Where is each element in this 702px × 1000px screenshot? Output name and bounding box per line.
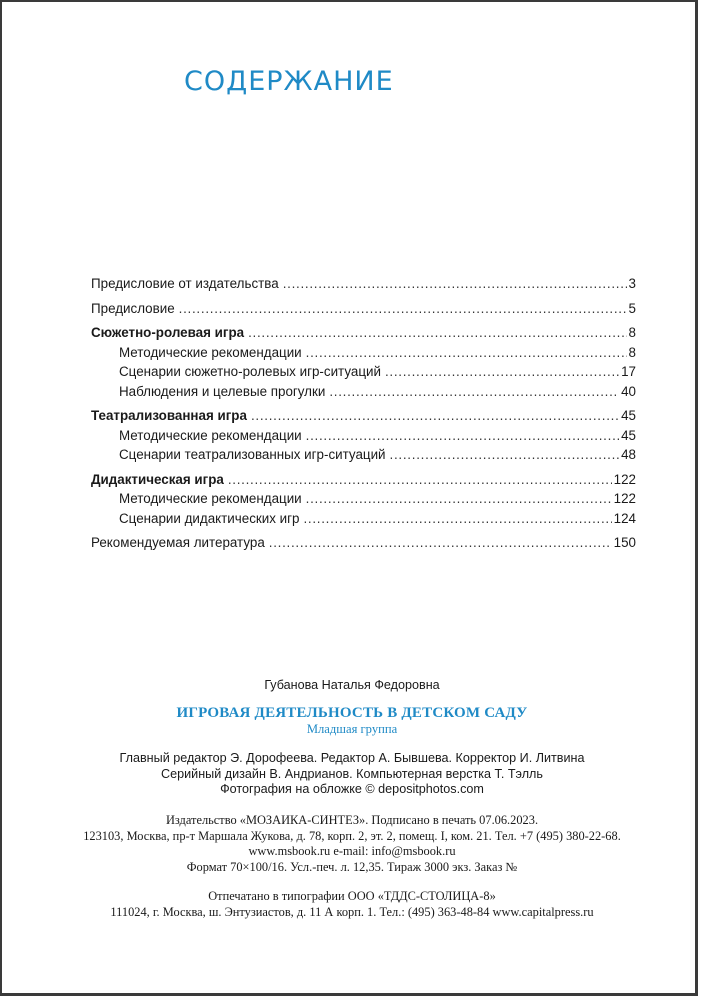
staff-line: Главный редактор Э. Дорофеева. Редактор А. Бывшева. Корректор И. Литвина: [119, 751, 585, 766]
printer-info: [62, 889, 642, 920]
toc-entry-title: Методические рекомендации: [119, 427, 302, 443]
toc-entry-title: Дидактическая игра: [91, 471, 224, 487]
toc-entry-page: 8: [628, 325, 636, 340]
toc-subentry: [91, 489, 636, 509]
toc-entry-page: 48: [621, 447, 636, 462]
toc-leader-dots: [390, 445, 620, 465]
toc-entry-title: Методические рекомендации: [119, 344, 302, 360]
toc-entry-title: Сценарии сюжетно-ролевых игр-ситуаций: [119, 364, 381, 379]
toc-leader-dots: [179, 299, 627, 319]
toc-leader-dots: [385, 362, 619, 382]
toc-subentry: [91, 445, 636, 465]
toc-entry-page: 8: [628, 344, 636, 360]
toc-entry-publisher-preface: [91, 274, 636, 294]
book-title: ИГРОВАЯ ДЕЯТЕЛЬНОСТЬ В ДЕТСКОМ САДУ: [176, 704, 528, 721]
staff-line: Серийный дизайн В. Андрианов. Компьютерная верстка Т. Тэлль: [161, 766, 543, 781]
toc-entry-page: 3: [628, 276, 636, 291]
toc-entry-page: 17: [621, 364, 636, 379]
toc-leader-dots: [306, 426, 619, 446]
publisher-line: Издательство «МОЗАИКА-СИНТЕЗ». Подписано в печать 07.06.2023.: [165, 812, 539, 827]
toc-entry-recommended-literature: [91, 533, 636, 553]
toc-entry-title: Сюжетно-ролевая игра: [91, 325, 245, 340]
toc-entry-title: Сценарии дидактических игр: [119, 510, 300, 526]
table-of-contents: [91, 274, 636, 553]
toc-leader-dots: [248, 323, 626, 343]
toc-entry-page: 122: [613, 491, 636, 506]
toc-subentry: [91, 382, 636, 402]
toc-entry-page: 5: [628, 300, 636, 316]
publisher-line: www.msbook.ru e-mail: info@msbook.ru: [248, 844, 456, 859]
toc-leader-dots: [329, 382, 619, 402]
staff-line: Фотография на обложке © depositphotos.com: [220, 782, 484, 797]
toc-entry-page: 150: [613, 535, 636, 550]
toc-leader-dots: [228, 470, 612, 490]
printer-line: 111024, г. Москва, ш. Энтузиастов, д. 11 А корп. 1. Тел.: (495) 363-48-84 www.capitalpress.ru: [110, 904, 594, 919]
toc-section-theatrical-play: [91, 406, 636, 426]
toc-entry-page: 124: [613, 510, 636, 526]
toc-entry-page: 45: [621, 427, 636, 443]
toc-subentry: [91, 509, 636, 529]
toc-title: СОДЕРЖАНИЕ: [184, 66, 394, 97]
colophon: [62, 678, 642, 921]
printer-line: Отпечатано в типографии ООО «ТДДС-СТОЛИЦА-8»: [208, 889, 496, 904]
toc-entry-page: 122: [613, 471, 636, 487]
toc-entry-title: Методические рекомендации: [119, 491, 302, 506]
editorial-staff: [62, 751, 642, 798]
publisher-line: Формат 70×100/16. Усл.-печ. л. 12,35. Тираж 3000 экз. Заказ №: [186, 859, 518, 874]
toc-leader-dots: [251, 406, 619, 426]
toc-entry-page: 45: [621, 408, 636, 423]
toc-leader-dots: [283, 274, 627, 294]
toc-subentry: [91, 362, 636, 382]
toc-entry-preface: [91, 299, 636, 319]
toc-leader-dots: [306, 489, 612, 509]
toc-subentry: [91, 343, 636, 363]
toc-entry-title: Сценарии театрализованных игр-ситуаций: [119, 447, 386, 462]
toc-leader-dots: [306, 343, 627, 363]
toc-entry-title: Театрализованная игра: [91, 408, 247, 423]
toc-leader-dots: [269, 533, 612, 553]
toc-leader-dots: [303, 509, 611, 529]
toc-subentry: [91, 426, 636, 446]
toc-entry-title: Рекомендуемая литература: [91, 535, 265, 550]
toc-entry-page: 40: [621, 383, 636, 399]
book-subtitle: Младшая группа: [306, 721, 398, 736]
toc-entry-title: Наблюдения и целевые прогулки: [119, 383, 326, 399]
toc-entry-title: Предисловие: [91, 300, 175, 316]
publisher-line: 123103, Москва, пр-т Маршала Жукова, д. 78, корп. 2, эт. 2, помещ. I, ком. 21. Тел. +7 (495) 380-22-68.: [83, 828, 621, 843]
toc-entry-title: Предисловие от издательства: [91, 276, 279, 291]
toc-section-didactic-play: [91, 470, 636, 490]
author-name: Губанова Наталья Федоровна: [264, 678, 440, 692]
toc-section-role-play: [91, 323, 636, 343]
publisher-info: [62, 813, 642, 875]
